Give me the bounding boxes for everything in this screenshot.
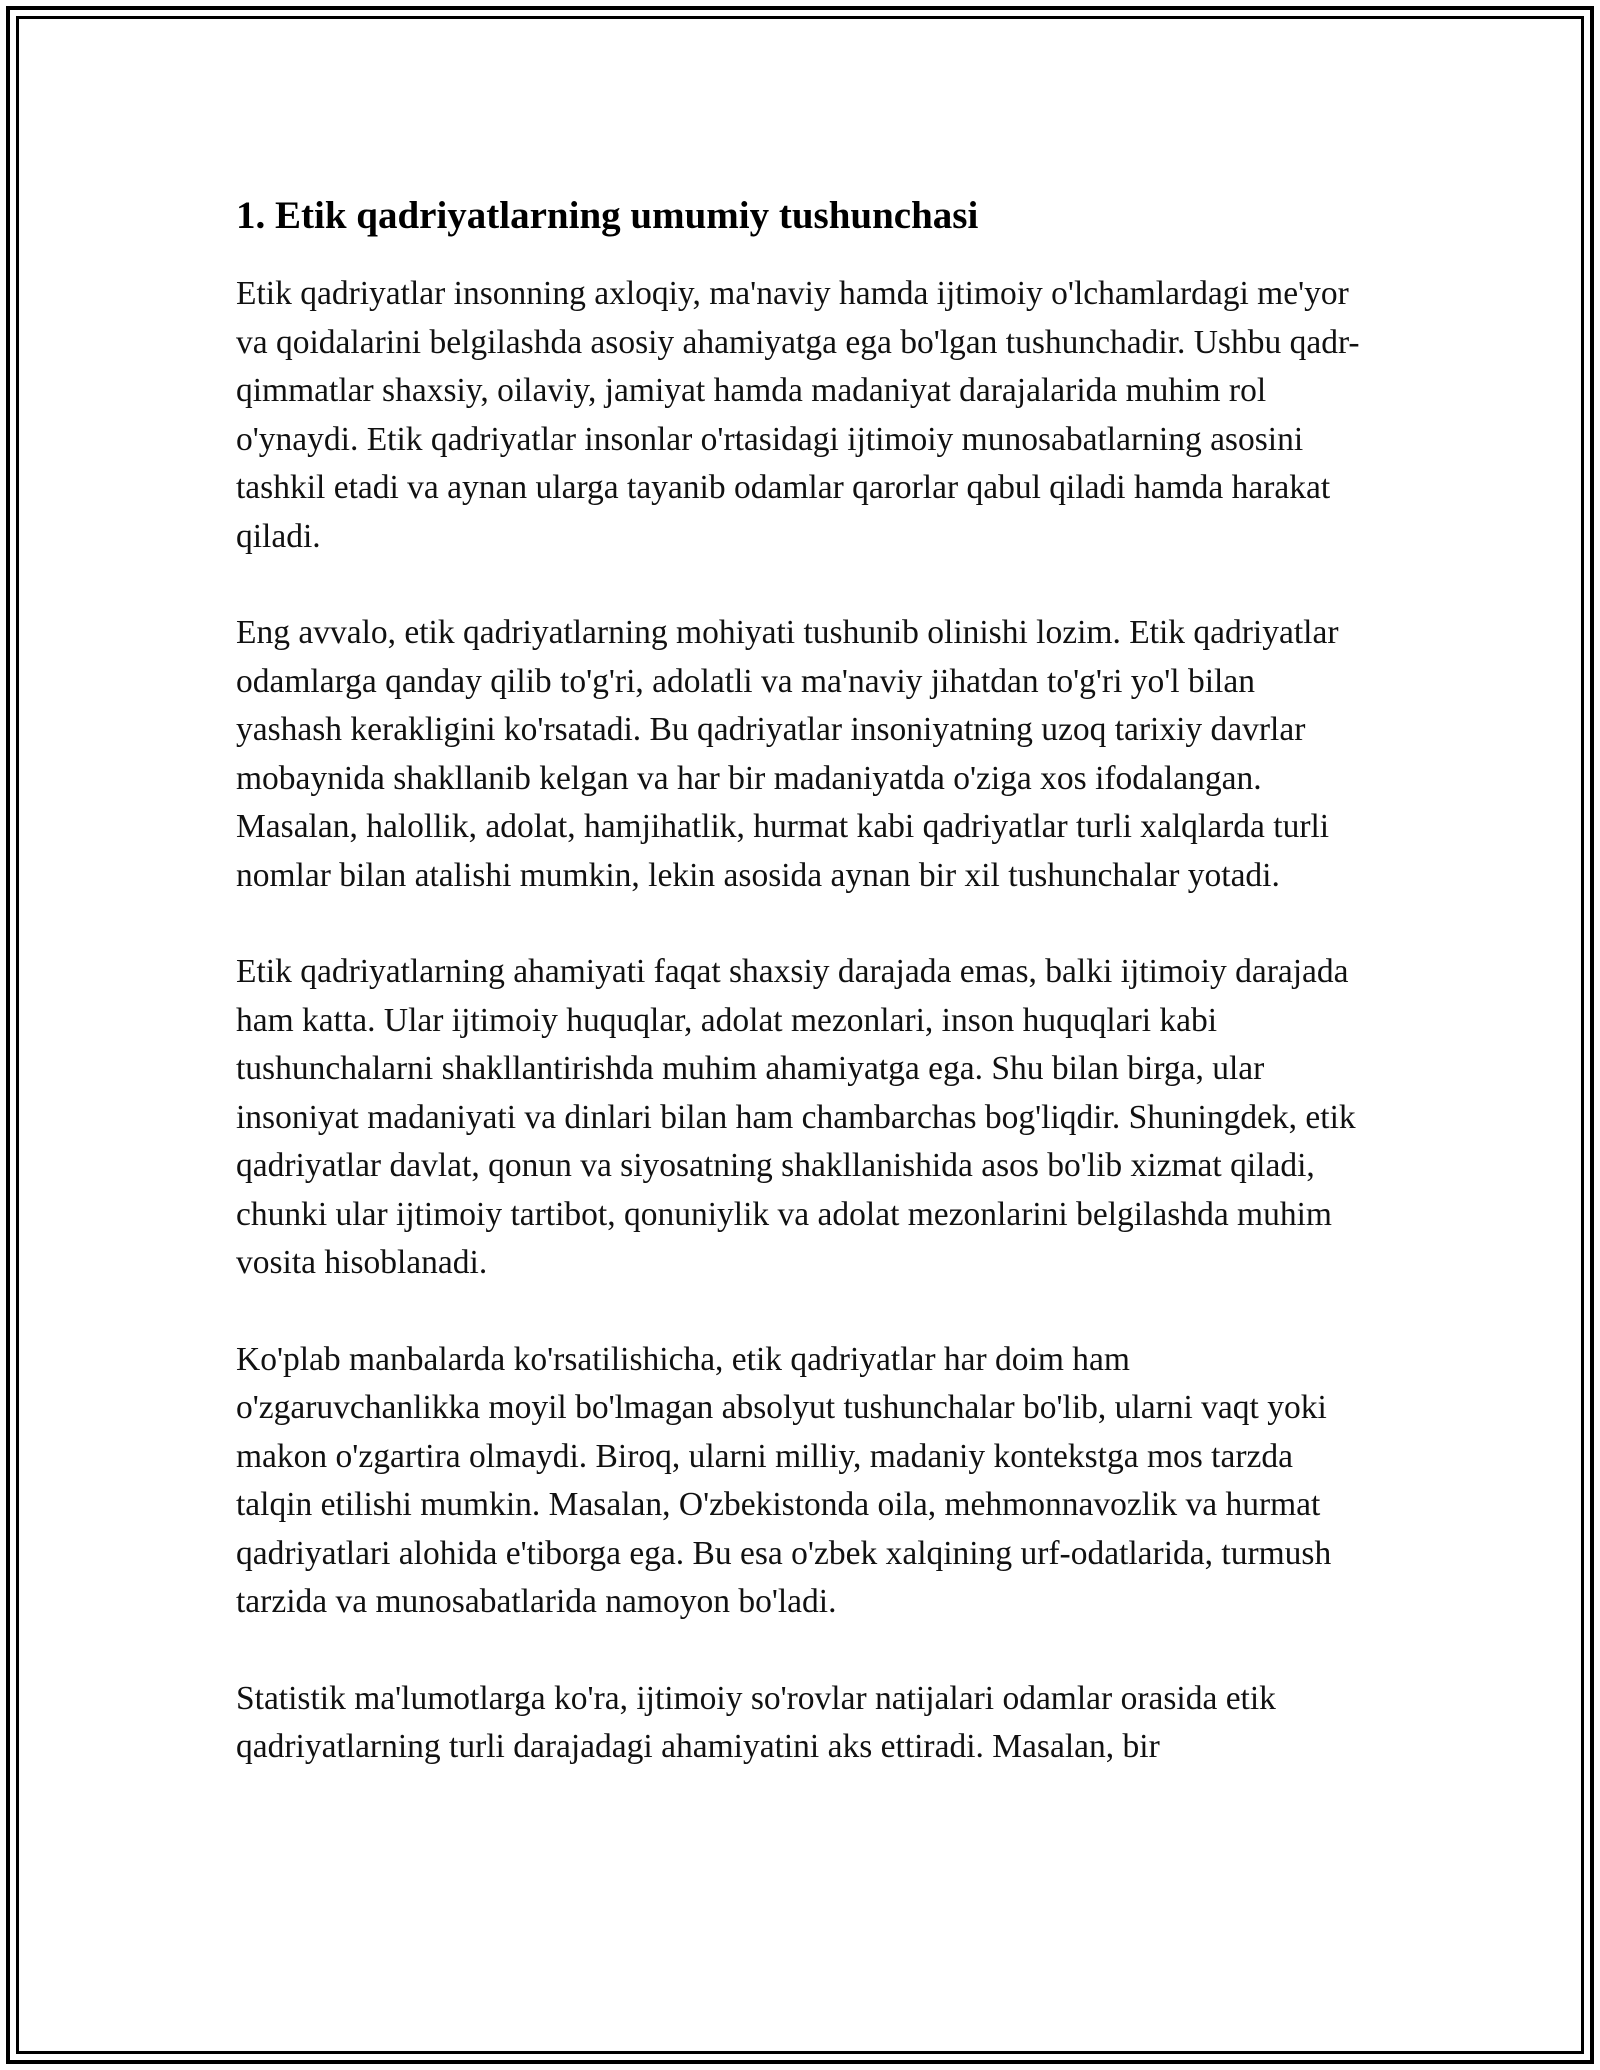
paragraph-1: Etik qadriyatlar insonning axloqiy, ma'naviy hamda ijtimoiy o'lchamlardagi me'yor va qoidalarini belgilashda asosiy ahamiyatga ega bo'lgan tushunchadir. Ushbu qadr-qimmatlar shaxsiy, oilaviy, jamiyat hamda madaniyat darajalarida muhim rol o'ynaydi. Etik qadriyatlar insonlar o'rtasidagi ijtimoiy munosabatlarning asosini tashkil etadi va aynan ularga tayanib odamlar qarorlar qabul qiladi hamda harakat qiladi. xyxy=(236,275,1360,555)
paragraph-5: Statistik ma'lumotlarga ko'ra, ijtimoiy so'rovlar natijalari odamlar orasida etik qadriyatlarning turli darajadagi ahamiyatini aks ettiradi. Masalan, bir xyxy=(236,1679,1276,1765)
paragraph-3: Etik qadriyatlarning ahamiyati faqat shaxsiy darajada emas, balki ijtimoiy darajada ham katta. Ular ijtimoiy huquqlar, adolat mezonlari, inson huquqlari kabi tushunchalarni shakllantirishda muhim ahamiyatga ega. Shu bilan birga, ular insoniyat madaniyati va dinlari bilan ham chambarchas bog'liqdir. Shuningdek, etik qadriyatlar davlat, qonun va siyosatning shakllanishida asos bo'lib xizmat qiladi, chunki ular ijtimoiy tartibot, qonuniylik va adolat mezonlarini belgilashda muhim vosita hisoblanadi. xyxy=(236,953,1356,1281)
paragraph-2: Eng avvalo, etik qadriyatlarning mohiyati tushunib olinishi lozim. Etik qadriyatlar odamlarga qanday qilib to'g'ri, adolatli va ma'naviy jihatdan to'g'ri yo'l bilan yashash kerakligini ko'rsatadi. Bu qadriyatlar insoniyatning uzoq tarixiy davrlar mobaynida shakllanib kelgan va har bir madaniyatda o'ziga xos ifodalangan. Masalan, halollik, adolat, hamjihatlik, hurmat kabi qadriyatlar turli xalqlarda turli nomlar bilan atalishi mumkin, lekin asosida aynan bir xil tushunchalar yotadi. xyxy=(236,614,1339,894)
document-body xyxy=(236,188,1364,1820)
paragraph-4: Ko'plab manbalarda ko'rsatilishicha, etik qadriyatlar har doim ham o'zgaruvchanlikka moyil bo'lmagan absolyut tushunchalar bo'lib, ularni vaqt yoki makon o'zgartira olmaydi. Biroq, ularni milliy, madaniy kontekstga mos tarzda talqin etilishi mumkin. Masalan, O'zbekistonda oila, mehmonnavozlik va hurmat qadriyatlari alohida e'tiborga ega. Bu esa o'zbek xalqining urf-odatlarida, turmush tarzida va munosabatlarida namoyon bo'ladi. xyxy=(236,1340,1332,1620)
section-heading: 1. Etik qadriyatlarning umumiy tushunchasi xyxy=(236,194,979,237)
